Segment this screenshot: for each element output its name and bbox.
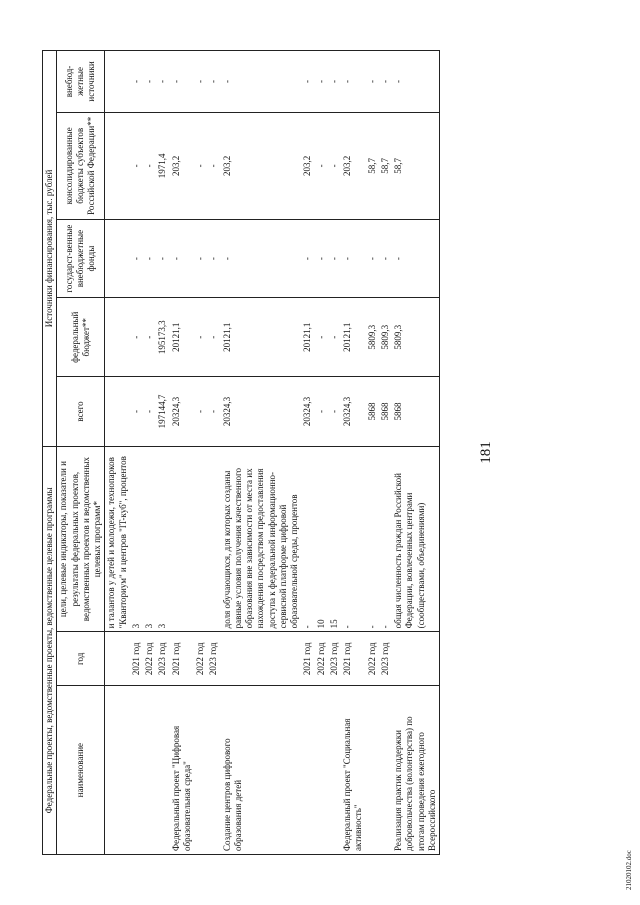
row-offbudget: -	[194, 51, 207, 113]
table-row	[366, 51, 379, 855]
row-offbudget: -	[341, 51, 366, 113]
row-name: Реализация практик поддержки добровольчества (волонтерства) по итогам проведения ежегодного Всероссийского	[392, 686, 440, 855]
row-state-funds: -	[130, 219, 143, 298]
continuation-text: и талантов у детей и молодежи, технопарков "Кванториум" и центров "IT-куб", процентов	[105, 446, 130, 632]
row-goal: -	[379, 446, 392, 632]
row-state-funds: -	[328, 219, 341, 298]
row-total: 20324,3	[301, 377, 314, 447]
table-row	[315, 51, 328, 855]
row-total: 5868	[366, 377, 379, 447]
col-year: год	[57, 632, 105, 686]
row-total: 5868	[379, 377, 392, 447]
row-state-funds: -	[366, 219, 379, 298]
row-offbudget: -	[156, 51, 169, 113]
row-offbudget: -	[392, 51, 440, 113]
row-offbudget: -	[207, 51, 220, 113]
col-offbudget: внебюд-жетные источники	[57, 51, 105, 113]
row-name: Создание центров цифрового образования детей	[221, 686, 302, 855]
row-goal: 15	[328, 446, 341, 632]
row-total: -	[194, 377, 207, 447]
row-regional: 58,7	[379, 112, 392, 219]
row-total: -	[207, 377, 220, 447]
row-offbudget: -	[143, 51, 156, 113]
table-row	[392, 51, 440, 855]
row-total: 20324,3	[170, 377, 195, 447]
row-total: -	[315, 377, 328, 447]
row-regional: 58,7	[366, 112, 379, 219]
row-total: 197144,7	[156, 377, 169, 447]
row-federal: 20121,1	[170, 298, 195, 377]
row-federal: 5809,3	[366, 298, 379, 377]
row-name	[366, 686, 379, 855]
row-state-funds: -	[341, 219, 366, 298]
row-goal: -	[301, 446, 314, 632]
row-state-funds: -	[301, 219, 314, 298]
sources-header: Источники финансирования, тыс. рублей	[43, 51, 57, 447]
row-state-funds: -	[221, 219, 302, 298]
row-offbudget: -	[328, 51, 341, 113]
row-regional: 58,7	[392, 112, 440, 219]
row-total: 20324,3	[221, 377, 302, 447]
row-goal	[170, 446, 195, 632]
row-state-funds: -	[379, 219, 392, 298]
row-federal: -	[130, 298, 143, 377]
table-row	[170, 51, 195, 855]
row-state-funds: -	[156, 219, 169, 298]
row-offbudget: -	[170, 51, 195, 113]
row-year: 2021 год	[170, 632, 195, 686]
row-name	[194, 686, 207, 855]
row-goal: общая численность граждан Российской Федерации, вовлеченных центрами (сообществами, объединениями)	[392, 446, 440, 632]
projects-header: Федеральные проекты, ведомственные проекты, ведомственные целевые программы	[43, 446, 57, 854]
row-federal: -	[207, 298, 220, 377]
page-number: 181	[478, 441, 494, 464]
row-federal: -	[328, 298, 341, 377]
row-year: 2021 год	[341, 632, 366, 686]
continuation-row	[105, 51, 130, 855]
row-year: 2022 год	[315, 632, 328, 686]
row-year	[392, 632, 440, 686]
row-goal: доля обучающихся, для которых созданы равные условия получения качественного образования вне зависимости от места их нахождения посредством предоставления доступа к федеральной информационно-сервисной платформе цифровой образовательной среды, процентов	[221, 446, 302, 632]
row-regional: 203,2	[301, 112, 314, 219]
row-year: 2023 год	[156, 632, 169, 686]
col-federal: федеральный бюджет**	[57, 298, 105, 377]
row-total: -	[130, 377, 143, 447]
row-offbudget: -	[130, 51, 143, 113]
row-total: -	[143, 377, 156, 447]
col-state-funds: государст-венные внебюджетные фонды	[57, 219, 105, 298]
row-federal: 20121,1	[341, 298, 366, 377]
row-goal: 3	[156, 446, 169, 632]
row-name	[315, 686, 328, 855]
row-year	[221, 632, 302, 686]
row-offbudget: -	[379, 51, 392, 113]
row-federal: 20121,1	[221, 298, 302, 377]
row-federal: 5809,3	[379, 298, 392, 377]
row-offbudget: -	[301, 51, 314, 113]
row-total: -	[328, 377, 341, 447]
table-row	[194, 51, 207, 855]
row-name	[143, 686, 156, 855]
table-row	[130, 51, 143, 855]
row-federal: -	[143, 298, 156, 377]
row-goal: 3	[143, 446, 156, 632]
row-state-funds: -	[170, 219, 195, 298]
row-name	[328, 686, 341, 855]
row-year: 2023 год	[379, 632, 392, 686]
row-federal: 20121,1	[301, 298, 314, 377]
row-total: 5868	[392, 377, 440, 447]
row-regional: -	[328, 112, 341, 219]
row-state-funds: -	[315, 219, 328, 298]
col-goals: цели, целевые индикаторы, показатели и результаты федеральных проектов, ведомственных проектов и ведомственных целевых программ*	[57, 446, 105, 632]
table-row	[328, 51, 341, 855]
row-year: 2022 год	[194, 632, 207, 686]
table-row	[301, 51, 314, 855]
row-regional: -	[130, 112, 143, 219]
row-name	[207, 686, 220, 855]
row-offbudget: -	[366, 51, 379, 113]
row-name	[156, 686, 169, 855]
row-year: 2022 год	[143, 632, 156, 686]
row-goal: -	[366, 446, 379, 632]
row-state-funds: -	[143, 219, 156, 298]
row-federal: -	[315, 298, 328, 377]
table-row	[143, 51, 156, 855]
col-name: наименование	[57, 686, 105, 855]
row-goal: 3	[130, 446, 143, 632]
row-state-funds: -	[207, 219, 220, 298]
document-footer: 21020102.doc	[625, 850, 633, 890]
row-year: 2021 год	[130, 632, 143, 686]
row-regional: -	[143, 112, 156, 219]
row-state-funds: -	[392, 219, 440, 298]
row-goal	[207, 446, 220, 632]
row-name	[379, 686, 392, 855]
row-regional: 203,2	[170, 112, 195, 219]
row-total: 20324,3	[341, 377, 366, 447]
table-row	[341, 51, 366, 855]
row-goal: 10	[315, 446, 328, 632]
row-regional: 203,2	[341, 112, 366, 219]
row-name: Федеральный проект "Социальная активность"	[341, 686, 366, 855]
row-regional: -	[207, 112, 220, 219]
col-regional: консолидированные бюджеты субъектов Российской Федерации**	[57, 112, 105, 219]
col-total: всего	[57, 377, 105, 447]
row-federal: -	[194, 298, 207, 377]
row-name	[301, 686, 314, 855]
row-name	[130, 686, 143, 855]
row-year: 2021 год	[301, 632, 314, 686]
table-row	[207, 51, 220, 855]
row-offbudget: -	[315, 51, 328, 113]
row-regional: -	[315, 112, 328, 219]
table-row	[221, 51, 302, 855]
row-name: Федеральный проект "Цифровая образовательная среда"	[170, 686, 195, 855]
table-row	[379, 51, 392, 855]
row-regional: 1971,4	[156, 112, 169, 219]
row-year: 2023 год	[207, 632, 220, 686]
row-federal: 195173,3	[156, 298, 169, 377]
row-goal	[194, 446, 207, 632]
row-regional: 203,2	[221, 112, 302, 219]
row-year: 2022 год	[366, 632, 379, 686]
row-offbudget: -	[221, 51, 302, 113]
table-row	[156, 51, 169, 855]
row-regional: -	[194, 112, 207, 219]
row-year: 2023 год	[328, 632, 341, 686]
row-state-funds: -	[194, 219, 207, 298]
row-federal: 5809,3	[392, 298, 440, 377]
financing-table	[42, 50, 440, 855]
row-goal: -	[341, 446, 366, 632]
